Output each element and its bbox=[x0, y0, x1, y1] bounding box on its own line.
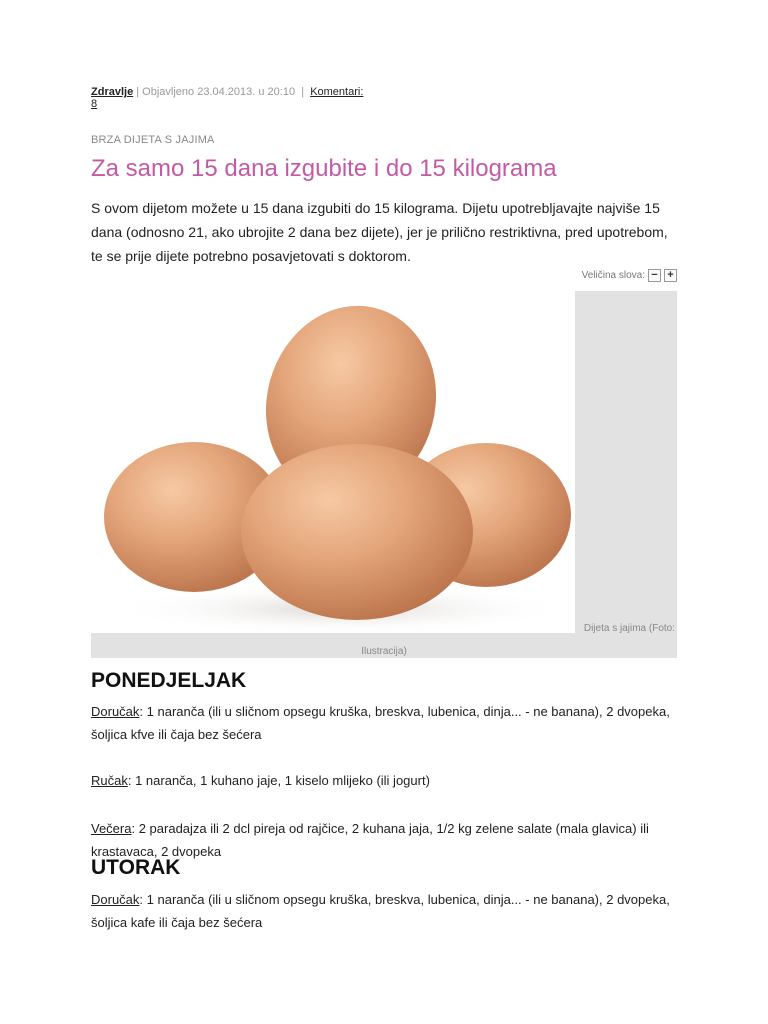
day-heading-utorak: UTORAK bbox=[91, 856, 181, 879]
comments-count: 8 bbox=[91, 98, 98, 110]
comments-label: Komentari: bbox=[310, 86, 364, 98]
article-meta bbox=[91, 86, 391, 110]
meal-text: : 1 naranča (ili u sličnom opsegu kruška, breskva, lubenica, dinja... - ne banana), 2 dvopeka, šoljica kfve ili čaja bez šećera bbox=[91, 704, 670, 742]
eggs-illustration bbox=[91, 291, 575, 633]
font-decrease-button[interactable]: − bbox=[648, 269, 661, 282]
meal-line bbox=[91, 888, 681, 934]
eggs-photo bbox=[91, 291, 575, 633]
meal-label: Doručak bbox=[91, 704, 140, 719]
meta-separator: | bbox=[136, 86, 140, 98]
published-date: Objavljeno 23.04.2013. u 20:10 bbox=[142, 86, 296, 98]
meal-label: Doručak bbox=[91, 892, 140, 907]
category-link[interactable]: Zdravlje bbox=[91, 86, 134, 98]
meal-line bbox=[91, 700, 681, 746]
font-size-label: Veličina slova: bbox=[581, 270, 645, 281]
meal-label: Večera bbox=[91, 821, 132, 836]
meal-text: : 1 naranča (ili u sličnom opsegu kruška, breskva, lubenica, dinja... - ne banana), 2 dvopeka, šoljica kafe ili čaja bez šećera bbox=[91, 892, 670, 930]
article-title: Za samo 15 dana izgubite i do 15 kilograma bbox=[91, 155, 557, 182]
meal-text: : 2 paradajza ili 2 dcl pireja od rajčice, 2 kuhana jaja, 1/2 kg zelene salate (mala glavica) ili krastavaca, 2 dvopeka bbox=[91, 821, 649, 859]
meal-label: Ručak bbox=[91, 773, 128, 788]
day-heading-ponedjeljak: PONEDJELJAK bbox=[91, 669, 247, 692]
article-lead: S ovom dijetom možete u 15 dana izgubiti do 15 kilograma. Dijetu upotrebljavajte najviše 15 dana (odnosno 21, ako ubrojite 2 dana bez dijete), jer je prilično restriktivna, pred upotrebom, te se prije dijete potrebno posavjetovati s doktorom. bbox=[91, 200, 668, 264]
font-size-control bbox=[582, 269, 677, 282]
photo-caption: Dijeta s jajima (Foto: bbox=[583, 623, 675, 634]
meal-line bbox=[91, 769, 681, 792]
meal-text: : 1 naranča, 1 kuhano jaje, 1 kiselo mlijeko (ili jogurt) bbox=[127, 773, 430, 788]
article-figure bbox=[91, 291, 677, 658]
article-kicker: BRZA DIJETA S JAJIMA bbox=[91, 134, 215, 146]
egg-front bbox=[241, 444, 473, 620]
photo-caption-cont: Ilustracija) bbox=[361, 646, 407, 657]
font-increase-button[interactable]: + bbox=[664, 269, 677, 282]
meta-separator: | bbox=[301, 86, 305, 98]
